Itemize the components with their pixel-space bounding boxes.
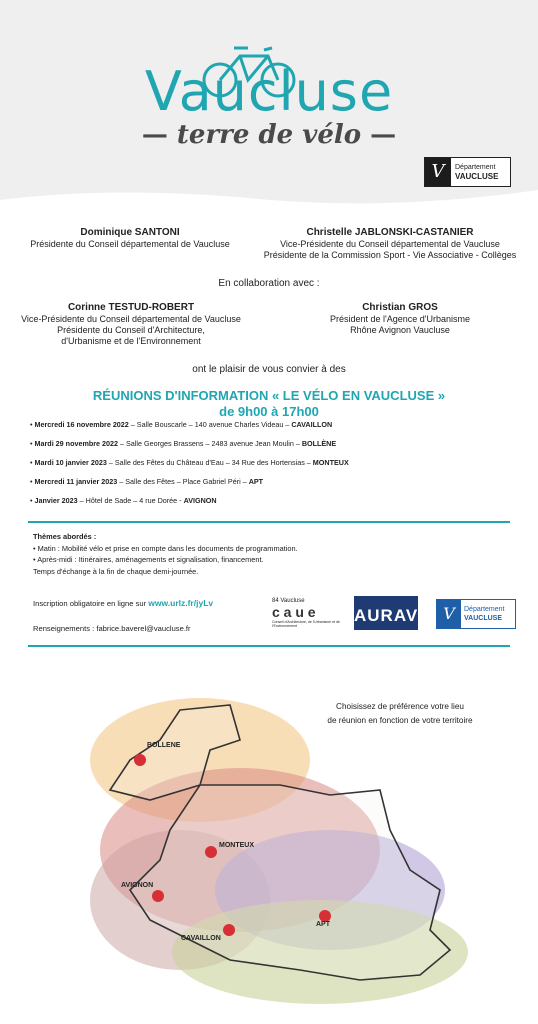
invite-text: ont le plaisir de vous convier à des: [192, 364, 346, 375]
event-title: RÉUNIONS D'INFORMATION « LE VÉLO EN VAUCLUSE »: [92, 388, 446, 403]
theme-item: • Matin : Mobilité vélo et prise en compte dans les documents de programmation.: [33, 543, 298, 553]
logo-subtitle: — terre de vélo —: [141, 120, 397, 150]
marker-avignon: [152, 890, 164, 902]
session-item: • Mardi 10 janvier 2023 – Salle des Fêtes du Château d'Eau – 34 Rue des Hortensias – MONTEUX: [30, 458, 349, 467]
marker-cavaillon: [223, 924, 235, 936]
map-label-bollene: BOLLENE: [147, 742, 181, 749]
session-item: • Janvier 2023 – Hôtel de Sade – 4 rue Dorée - AVIGNON: [30, 496, 217, 505]
logo-title: Vaucluse: [144, 60, 394, 123]
host-name: Dominique SANTONI: [80, 227, 180, 238]
info-line: [33, 624, 191, 633]
map-note-line: Choisissez de préférence votre lieu: [336, 702, 464, 711]
caue-top: 84 Vaucluse: [272, 598, 305, 604]
collab-name: Christian GROS: [362, 302, 438, 313]
collab-role: Président de l'Agence d'Urbanisme: [329, 314, 470, 324]
host-name: Christelle JABLONSKI-CASTANIER: [306, 227, 474, 238]
info-email[interactable]: fabrice.baverel@vaucluse.fr: [96, 624, 191, 633]
theme-item: • Après-midi : Itinéraires, aménagements et signalisation, financement.: [33, 555, 264, 564]
marker-bollene: [134, 754, 146, 766]
aurav-logo: AURAV: [354, 596, 418, 630]
collab-role: Rhône Avignon Vaucluse: [350, 325, 450, 335]
host-role: Présidente de la Commission Sport - Vie Associative - Collèges: [263, 250, 517, 260]
registration-label: Inscription obligatoire en ligne sur: [33, 599, 149, 608]
event-hours: de 9h00 à 17h00: [219, 404, 319, 419]
themes-title: Thèmes abordés :: [33, 532, 97, 541]
department-logo-partner: [436, 599, 516, 629]
session-list: [30, 420, 520, 515]
caue-name: c a u e: [272, 604, 316, 620]
department-v-icon: V: [425, 158, 451, 186]
department-logo: [424, 157, 511, 187]
map-label-avignon: AVIGNON: [121, 882, 154, 889]
host-role: Vice-Présidente du Conseil départemental de Vaucluse: [280, 239, 500, 249]
header: [0, 0, 538, 210]
collab-role: Présidente du Conseil d'Architecture,: [57, 325, 205, 335]
theme-item: Temps d'échange à la fin de chaque demi-journée.: [33, 566, 199, 576]
registration-link[interactable]: www.urlz.fr/jyLv: [148, 598, 214, 608]
map-label-cavaillon: CAVAILLON: [181, 935, 221, 942]
session-item: • Mercredi 16 novembre 2022 – Salle Bouscarle – 140 avenue Charles Videau – CAVAILLON: [30, 420, 333, 429]
map-note-line: de réunion en fonction de votre territoire: [327, 716, 473, 725]
themes-block: [33, 531, 298, 577]
session-item: • Mardi 29 novembre 2022 – Salle Georges Brassens – 2483 avenue Jean Moulin – BOLLÈNE: [30, 439, 337, 448]
session-item: • Mercredi 11 janvier 2023 – Salle des Fêtes – Place Gabriel Péri – APT: [30, 477, 264, 486]
marker-monteux: [205, 846, 217, 858]
map-label-monteux: MONTEUX: [219, 842, 254, 849]
dept-name: VAUCLUSE: [455, 172, 499, 181]
dept-label: Département: [455, 164, 496, 171]
collab-role: d'Urbanisme et de l'Environnement: [61, 336, 201, 346]
divider: [28, 521, 510, 523]
collab-label: En collaboration avec :: [218, 278, 320, 289]
territory-map: [0, 690, 538, 1020]
caue-sub: Conseil d'Architecture, de l'Urbanisme et de l'Environnement: [272, 620, 340, 628]
caue-logo: [272, 598, 342, 630]
department-v-icon: V: [437, 600, 461, 628]
collab-1: [0, 302, 262, 347]
collab-2: [290, 302, 510, 336]
dept-name: VAUCLUSE: [464, 615, 502, 622]
registration-line: [33, 598, 213, 608]
collab-name: Corinne TESTUD-ROBERT: [67, 302, 195, 313]
map-label-apt: APT: [316, 921, 330, 928]
host-role: Présidente du Conseil départemental de Vaucluse: [30, 239, 230, 249]
dept-label: Département: [464, 606, 505, 613]
collab-role: Vice-Présidente du Conseil départemental de Vaucluse: [21, 314, 241, 324]
divider: [28, 645, 510, 647]
info-label: Renseignements :: [33, 624, 97, 633]
host-2: [250, 227, 530, 261]
host-1: [10, 227, 250, 250]
